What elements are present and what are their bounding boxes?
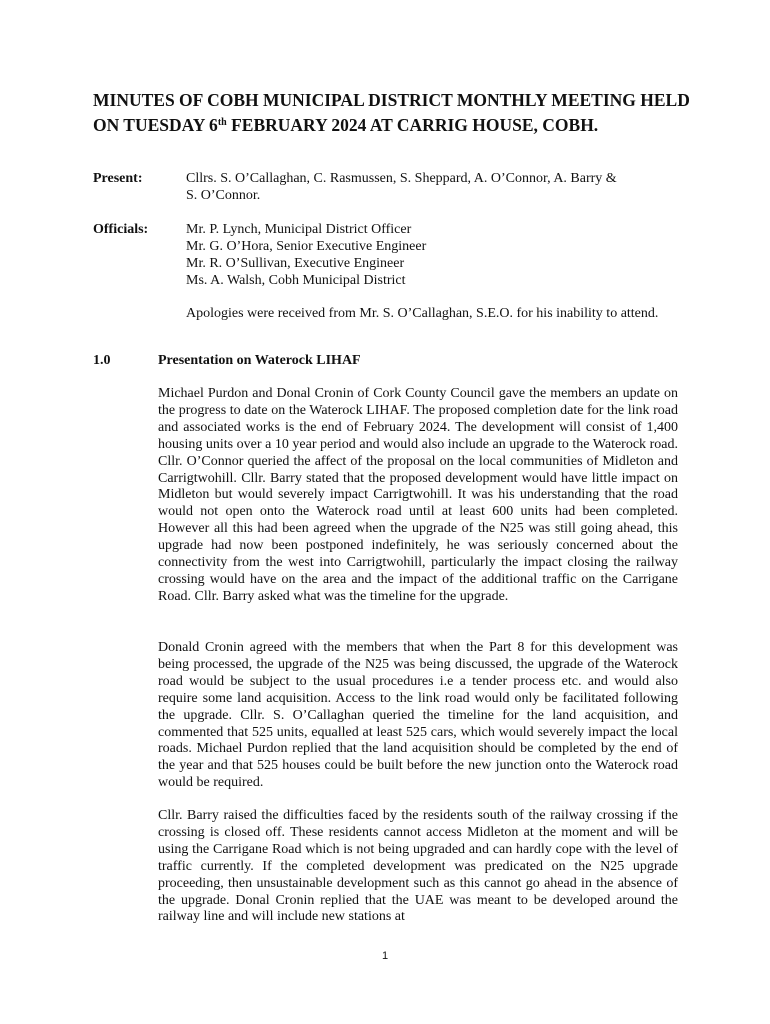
present-label: Present: [93, 171, 143, 186]
apologies-note: Apologies were received from Mr. S. O’Callaghan, S.E.O. for his inability to attend. [186, 306, 659, 321]
page-number: 1 [381, 950, 389, 962]
present-line-1: Cllrs. S. O’Callaghan, C. Rasmussen, S. Sheppard, A. O’Connor, A. Barry & [186, 171, 617, 186]
official-item: Mr. P. Lynch, Municipal District Officer [186, 222, 412, 237]
section-number: 1.0 [93, 353, 111, 368]
title-text-continued: FEBRUARY 2024 AT CARRIG HOUSE, COBH. [226, 114, 599, 135]
official-item: Mr. R. O’Sullivan, Executive Engineer [186, 256, 405, 271]
paragraph-2: Donald Cronin agreed with the members that when the Part 8 for this development was being processed, the upgrade of the N25 was being discussed, the upgrade of the Waterock road would be subject to the usual procedures i.e a tender process etc. and would also require some land acquisition. Access to the link road would only be facilitated following the upgrade. Cllr. S. O’Callaghan queried the timeline for the land acquisition, and commented that 525 units, equalled at least 525 cars, which would severely impact the local roads. Michael Purdon replied that the land acquisition should be completed by the end of the year and that 525 houses could be built before the new junction onto the Waterock road would be required. [158, 640, 678, 791]
officials-label: Officials: [93, 222, 149, 237]
paragraph-3: Cllr. Barry raised the difficulties faced by the residents south of the railway crossing if the crossing is closed off. These residents cannot access Midleton at the moment and will be using the Carrigane Road which is not being upgraded and can hardly cope with the level of traffic currently. If the completed development was predicated on the N25 upgrade proceeding, then unsustainable development such as this cannot go ahead in the absence of the upgrade. Donal Cronin replied that the UAE was meant to be developed around the railway line and will include new stations at [158, 808, 678, 925]
section-title: Presentation on Waterock LIHAF [158, 353, 361, 368]
title-text: MINUTES OF COBH MUNICIPAL DISTRICT MONTHLY MEETING HELD ON TUESDAY 6 [93, 90, 690, 135]
title-ordinal-suffix: th [217, 116, 227, 128]
official-item: Mr. G. O’Hora, Senior Executive Engineer [186, 239, 427, 254]
present-line-2: S. O’Connor. [186, 188, 261, 203]
paragraph-1: Michael Purdon and Donal Cronin of Cork County Council gave the members an update on the progress to date on the Waterock LIHAF. The proposed completion date for the link road and associated works is the end of February 2024. The development will consist of 1,400 housing units over a 10 year period and would also include an upgrade to the Waterock road. Cllr. O’Connor queried the affect of the proposal on the local communities of Midleton and Carrigtwohill. Cllr. Barry stated that the proposed development would have little impact on Midleton but would severely impact Carrigtwohill. It was his understanding that the road would not open onto the Waterock road until at least 600 units had been completed. However all this had been agreed when the upgrade of the N25 was still going ahead, this upgrade had now been postponed indefinitely, he was seriously concerned about the connectivity from the west into Carrigtwohill, particularly the impact closing the railway crossing would have on the area and the impact of the additional traffic on the Carrigane Road. Cllr. Barry asked what was the timeline for the upgrade. [158, 386, 678, 604]
official-item: Ms. A. Walsh, Cobh Municipal District [186, 273, 406, 288]
document-title [93, 88, 693, 137]
